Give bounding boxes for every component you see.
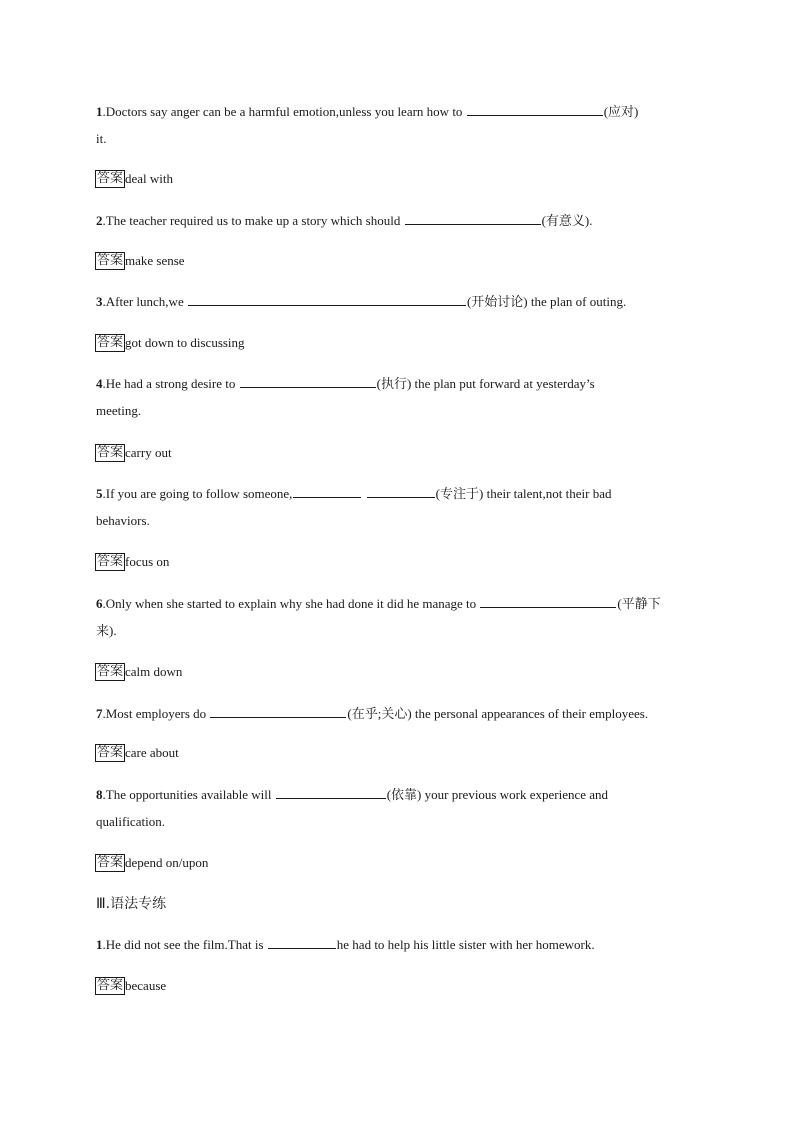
question-text: .Most employers do — [102, 706, 210, 721]
chinese-hint: (依靠) — [386, 787, 422, 802]
question-text: .After lunch,we — [102, 294, 187, 309]
answer-tag: 答案 — [97, 554, 124, 570]
question-text: the personal appearances of their employees. — [411, 706, 649, 721]
question-text: qualification. — [96, 814, 165, 829]
question-text: it. — [96, 131, 107, 146]
question-number: 6 — [96, 596, 103, 611]
answer-text: depend on/upon — [125, 855, 209, 871]
answer-blank — [405, 212, 541, 225]
question-number: 1 — [96, 937, 103, 952]
question-text: your previous work experience and — [421, 787, 609, 802]
question-8 — [96, 786, 706, 803]
answer-blank — [210, 705, 346, 718]
answer-text: because — [125, 978, 167, 994]
chinese-hint: (应对) — [603, 104, 639, 119]
chinese-hint: (有意义). — [541, 213, 593, 228]
answer-tag: 答案 — [97, 664, 124, 680]
question-number: 5 — [96, 486, 103, 501]
question-text: .He had a strong desire to — [102, 376, 239, 391]
question-3 — [96, 293, 706, 310]
answer-blank — [276, 786, 386, 799]
answer-blank — [480, 595, 616, 608]
question-text: .If you are going to follow someone, — [102, 486, 293, 501]
answer-text: focus on — [125, 554, 170, 570]
question-text: behaviors. — [96, 513, 150, 528]
answer-blank — [293, 485, 361, 498]
question-text: their talent,not their bad — [483, 486, 612, 501]
answer-text: deal with — [125, 171, 174, 187]
chinese-hint: (执行) — [376, 376, 412, 391]
question-6 — [96, 595, 706, 612]
question-text: the plan of outing. — [527, 294, 627, 309]
question-6-continued — [96, 623, 706, 639]
answer-blank — [367, 485, 435, 498]
question-number: 2 — [96, 213, 103, 228]
question-text: .Only when she started to explain why she had done it did he manage to — [102, 596, 480, 611]
question-text: .Doctors say anger can be a harmful emotion,unless you learn how to — [102, 104, 466, 119]
answer-7 — [95, 743, 179, 762]
chinese-hint: (平静下 — [617, 596, 661, 611]
answer-1 — [95, 169, 173, 188]
answer-2 — [95, 251, 185, 270]
question-4-continued — [96, 403, 706, 419]
question-text: .He did not see the film.That is — [102, 937, 267, 952]
answer-tag: 答案 — [97, 978, 124, 994]
question-number: 3 — [96, 294, 103, 309]
question-text: .The teacher required us to make up a story which should — [102, 213, 404, 228]
question-text: meeting. — [96, 403, 142, 418]
answer-tag: 答案 — [97, 855, 124, 871]
question-text: the plan put forward at yesterday’s — [411, 376, 595, 391]
question-5-continued — [96, 513, 706, 529]
answer-blank — [467, 103, 603, 116]
answer-tag: 答案 — [97, 335, 124, 351]
question-2 — [96, 212, 706, 229]
answer-text: make sense — [125, 253, 185, 269]
chinese-hint: (在乎;关心) — [347, 706, 412, 721]
answer-tag: 答案 — [97, 745, 124, 761]
question-number: 4 — [96, 376, 103, 391]
chinese-hint: (专注于) — [435, 486, 484, 501]
answer-blank — [188, 293, 466, 306]
answer-blank — [240, 375, 376, 388]
question-1 — [96, 103, 706, 120]
chinese-hint: 来). — [96, 623, 117, 638]
answer-5 — [95, 552, 169, 571]
question-text: he had to help his little sister with her homework. — [336, 937, 595, 952]
question-5 — [96, 485, 706, 502]
answer-tag: 答案 — [97, 445, 124, 461]
answer-text: calm down — [125, 664, 183, 680]
question-number: 7 — [96, 706, 103, 721]
answer-tag: 答案 — [97, 253, 124, 269]
grammar-question-1 — [96, 936, 706, 953]
question-8-continued — [96, 814, 706, 830]
answer-8 — [95, 853, 208, 872]
section-title: Ⅲ.语法专练 — [96, 896, 167, 912]
answer-3 — [95, 333, 245, 352]
question-4 — [96, 375, 706, 392]
answer-text: carry out — [125, 445, 172, 461]
question-1-continued — [96, 131, 706, 147]
question-7 — [96, 705, 706, 722]
question-number: 8 — [96, 787, 103, 802]
answer-blank — [268, 936, 336, 949]
question-text: .The opportunities available will — [102, 787, 275, 802]
chinese-hint: (开始讨论) — [466, 294, 528, 309]
answer-6 — [95, 662, 182, 681]
question-number: 1 — [96, 104, 103, 119]
answer-text: care about — [125, 745, 179, 761]
answer-text: got down to discussing — [125, 335, 245, 351]
answer-tag: 答案 — [97, 171, 124, 187]
grammar-answer-1 — [95, 976, 166, 995]
answer-4 — [95, 443, 172, 462]
